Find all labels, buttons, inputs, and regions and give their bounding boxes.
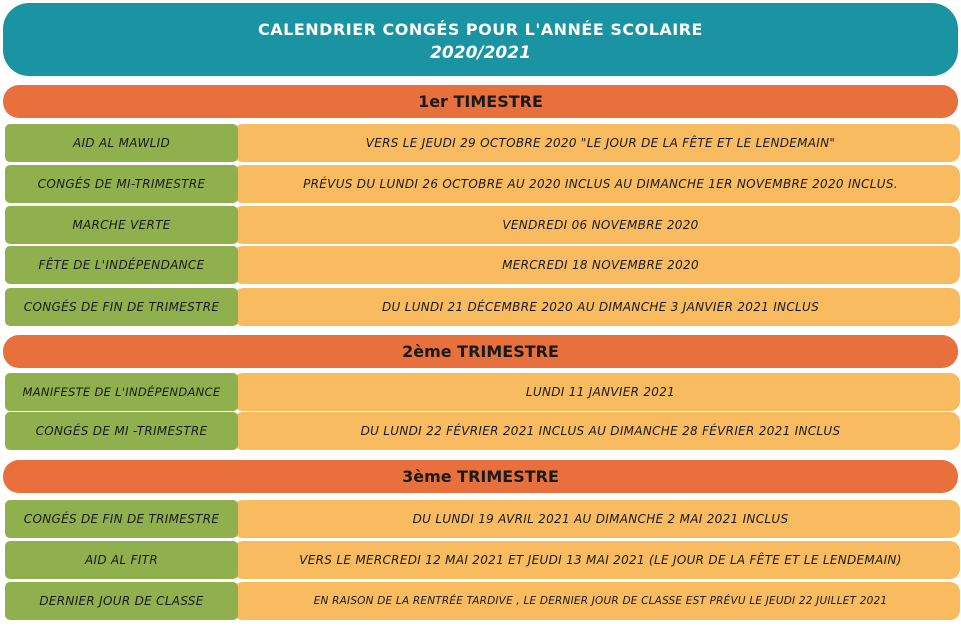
row-value: DU LUNDI 19 AVRIL 2021 AU DIMANCHE 2 MAI 2021 INCLUS: [233, 500, 960, 538]
title-banner: [3, 3, 958, 76]
row-value: MERCREDI 18 NOVEMBRE 2020: [233, 246, 960, 284]
row-value: VENDREDI 06 NOVEMBRE 2020: [233, 206, 960, 244]
table-row: [5, 412, 960, 450]
row-label: MARCHE VERTE: [5, 206, 238, 244]
row-label: CONGÉS DE MI -TRIMESTRE: [5, 412, 238, 450]
row-label: CONGÉS DE MI-TRIMESTRE: [5, 165, 238, 203]
row-label: AID AL FITR: [5, 541, 238, 579]
table-row: [5, 500, 960, 538]
table-row: [5, 206, 960, 244]
table-row: [5, 165, 960, 203]
row-label: AID AL MAWLID: [5, 124, 238, 162]
table-row: [5, 541, 960, 579]
section-header-trimester-1: 1er TIMESTRE: [3, 85, 958, 118]
table-row: [5, 124, 960, 162]
row-value: DU LUNDI 21 DÉCEMBRE 2020 AU DIMANCHE 3 JANVIER 2021 INCLUS: [233, 288, 960, 326]
section-header-trimester-2: 2ème TRIMESTRE: [3, 335, 958, 368]
row-label: CONGÉS DE FIN DE TRIMESTRE: [5, 288, 238, 326]
table-row: [5, 373, 960, 411]
row-label: DERNIER JOUR DE CLASSE: [5, 582, 238, 620]
row-label: FÊTE DE L'INDÉPENDANCE: [5, 246, 238, 284]
table-row: [5, 582, 960, 620]
section-header-trimester-3: 3ème TRIMESTRE: [3, 460, 958, 493]
row-label: CONGÉS DE FIN DE TRIMESTRE: [5, 500, 238, 538]
school-year: 2020/2021: [430, 43, 531, 63]
row-value: DU LUNDI 22 FÉVRIER 2021 INCLUS AU DIMANCHE 28 FÉVRIER 2021 INCLUS: [233, 412, 960, 450]
row-value: VERS LE JEUDI 29 OCTOBRE 2020 "LE JOUR DE LA FÊTE ET LE LENDEMAIN": [233, 124, 960, 162]
row-value: PRÉVUS DU LUNDI 26 OCTOBRE AU 2020 INCLUS AU DIMANCHE 1ER NOVEMBRE 2020 INCLUS.: [233, 165, 960, 203]
row-value: VERS LE MERCREDI 12 MAI 2021 ET JEUDI 13 MAI 2021 (LE JOUR DE LA FÊTE ET LE LENDEMAIN): [233, 541, 960, 579]
row-value: EN RAISON DE LA RENTRÉE TARDIVE , LE DERNIER JOUR DE CLASSE EST PRÉVU LE JEUDI 22 JUILLET 2021: [233, 582, 960, 620]
row-label: MANIFESTE DE L'INDÉPENDANCE: [5, 373, 238, 411]
table-row: [5, 288, 960, 326]
table-row: [5, 246, 960, 284]
row-value: LUNDI 11 JANVIER 2021: [233, 373, 960, 411]
page-title: CALENDRIER CONGÉS POUR L'ANNÉE SCOLAIRE: [258, 20, 703, 39]
